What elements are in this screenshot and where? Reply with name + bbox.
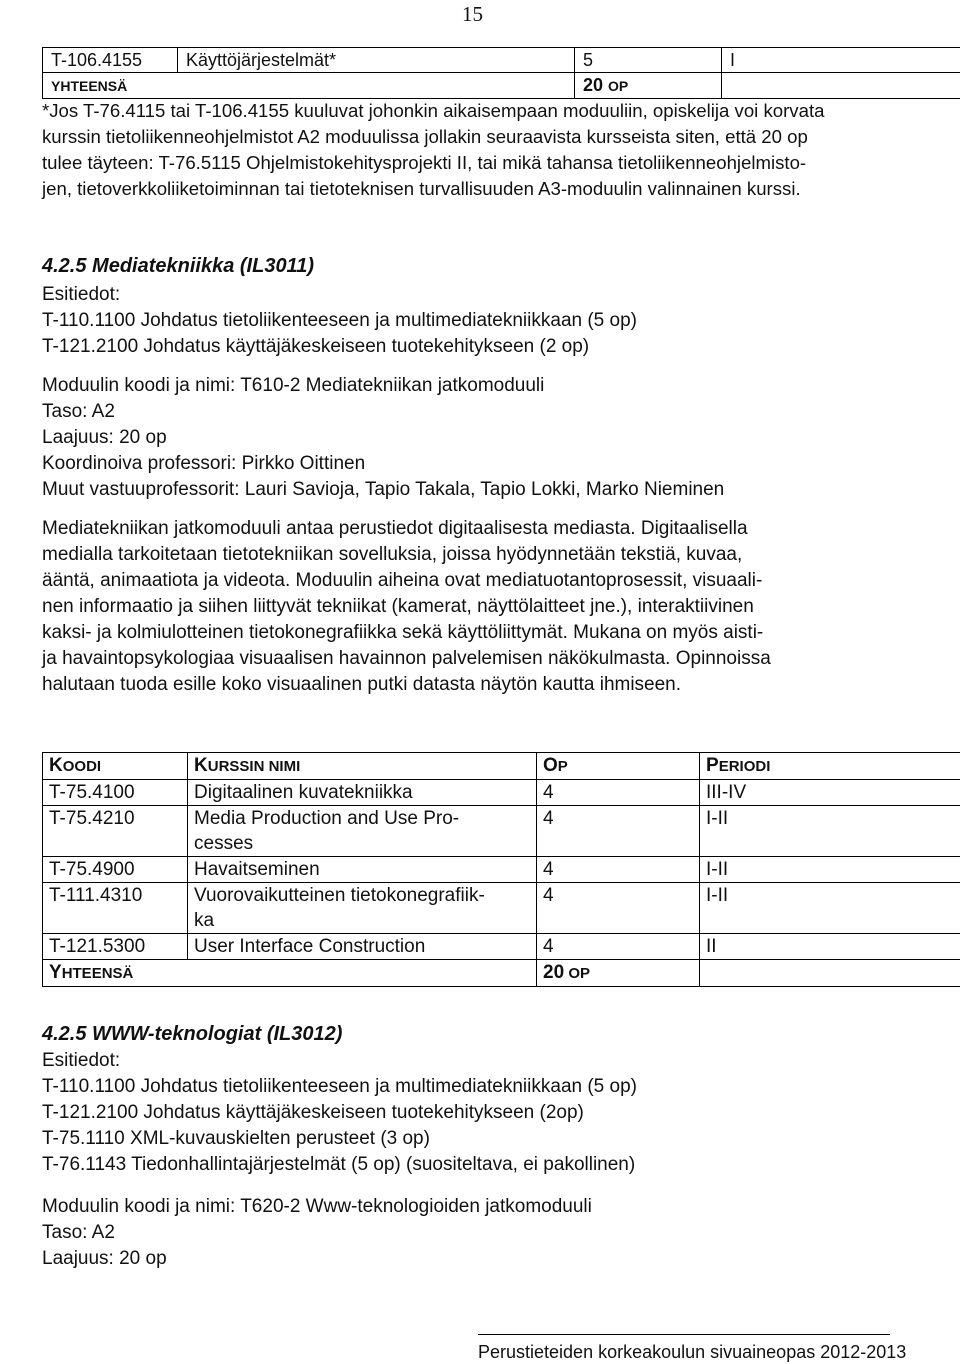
course-code: T-75.4210 [43,806,188,857]
course-op: 4 [537,934,700,960]
total-op-cell [575,73,722,99]
table-row [43,934,960,960]
description-line: nen informaatio ja siihen liittyvät tekniikat (kamerat, näyttölaitteet jne.), interaktiivinen [42,596,754,617]
course-op: 4 [537,857,700,883]
course-period: II [700,934,960,960]
course-code: T-75.4900 [43,857,188,883]
course-period: I [722,48,960,73]
table-row [43,883,960,934]
total-op: 20 OP [537,960,700,987]
course-period: I-II [700,857,960,883]
description-line: medialla tarkoitetaan tietotekniikan sovelluksia, joissa hyödynnetään tekstiä, kuvaa, [42,544,743,565]
table-row [43,780,960,806]
other-professors: Muut vastuuprofessorit: Lauri Savioja, Tapio Takala, Tapio Lokki, Marko Nieminen [42,479,725,500]
course-period: I-II [700,806,960,857]
module-level: Taso: A2 [42,1222,115,1243]
course-op: 5 [575,48,722,73]
total-label: YHTEENSÄ [43,960,537,987]
prereq-label: Esitiedot: [42,284,121,305]
prereq-item: T-76.1143 Tiedonhallintajärjestelmät (5 op) (suositeltava, ei pakollinen) [42,1154,636,1175]
module-code-name: Moduulin koodi ja nimi: T620-2 Www-teknologioiden jatkomoduuli [42,1196,592,1217]
table-header-row [43,753,960,780]
module-info [42,373,724,503]
course-name: Vuorovaikutteinen tietokonegrafiik- ka [188,883,537,934]
description-line: kaksi- ja kolmiulotteinen tietokonegrafiikka sekä käyttöliittymät. Mukana on myös aisti- [42,622,764,643]
description-line: ja havaintopsykologiaa visuaalisen havainnon palvelemisen näkökulmasta. Opinnoissa [42,648,771,669]
module-info [42,1194,592,1272]
course-name: Media Production and Use Pro- cesses [188,806,537,857]
course-op: 4 [537,780,700,806]
prereq-label: Esitiedot: [42,1050,121,1071]
module-code-name: Moduulin koodi ja nimi: T610-2 Mediatekniikan jatkomoduuli [42,375,545,396]
module-level: Taso: A2 [42,401,115,422]
note-line: tulee täyteen: T-76.5115 Ohjelmistokehitysprojekti II, tai mikä tahansa tietoliikenneohjelmisto- [42,152,807,173]
header-period: PERIODI [700,753,960,780]
total-label: YHTEENSÄ [51,78,128,94]
total-row [43,960,960,987]
note-line: kurssin tietoliikenneohjelmistot A2 moduulissa jollakin seuraavista kursseista siten, että 20 op [42,126,808,147]
table-row [43,806,960,857]
section-title: 4.2.5 WWW-teknologiat (IL3012) [42,1023,343,1045]
description-line: halutaan tuoda esille koko visuaalinen putki datasta näytön kautta ihmiseen. [42,674,682,695]
total-label-cell [43,73,575,99]
module-description [42,516,771,698]
course-code: T-75.4100 [43,780,188,806]
total-row [43,73,960,99]
header-name: KURSSIN NIMI [188,753,537,780]
prereq-item: T-75.1110 XML-kuvauskielten perusteet (3 op) [42,1128,430,1149]
total-empty-cell [722,73,960,99]
header-code: KOODI [43,753,188,780]
course-period: III-IV [700,780,960,806]
prereq-item: T-121.2100 Johdatus käyttäjäkeskeiseen tuotekehitykseen (2op) [42,1102,584,1123]
course-name: Digitaalinen kuvatekniikka [188,780,537,806]
prereq-item: T-110.1100 Johdatus tietoliikenteeseen ja multimediatekniikkaan (5 op) [42,310,637,331]
course-name: Havaitseminen [188,857,537,883]
total-op-unit: OP [608,78,629,94]
prereq-item: T-121.2100 Johdatus käyttäjäkeskeiseen tuotekehitykseen (2 op) [42,336,590,357]
footer-text: Perustieteiden korkeakoulun sivuaineopas 2012-2013 [478,1342,907,1362]
course-table [42,752,960,987]
coordinating-professor: Koordinoiva professori: Pirkko Oittinen [42,453,366,474]
section-title: 4.2.5 Mediatekniikka (IL3011) [42,255,314,277]
course-code: T-121.5300 [43,934,188,960]
substitution-note [42,98,932,202]
description-line: ääntä, animaatiota ja videota. Moduulin aiheina ovat mediatuotantoprosessit, visuaali- [42,570,763,591]
total-op-number: 20 [583,75,604,95]
description-line: Mediatekniikan jatkomoduuli antaa perustiedot digitaalisesta mediasta. Digitaalisella [42,518,748,539]
course-code: T-106.4155 [43,48,178,73]
prereq-item: T-110.1100 Johdatus tietoliikenteeseen ja multimediatekniikkaan (5 op) [42,1076,637,1097]
note-line: *Jos T-76.4115 tai T-106.4155 kuuluvat johonkin aikaisempaan moduuliin, opiskelija voi korvata [42,100,825,121]
page-number: 15 [462,2,483,26]
prerequisites [42,1048,637,1178]
course-name: User Interface Construction [188,934,537,960]
module-credits: Laajuus: 20 op [42,1248,167,1269]
course-op: 4 [537,883,700,934]
course-period: I-II [700,883,960,934]
table-row [43,857,960,883]
note-line: jen, tietoverkkoliiketoiminnan tai tietoteknisen turvallisuuden A3-moduulin valinnainen kurssi. [42,178,801,199]
course-name: Käyttöjärjestelmät* [178,48,575,73]
course-code: T-111.4310 [43,883,188,934]
table-row [43,48,960,73]
prerequisites [42,282,637,360]
footer-divider [478,1334,890,1335]
course-op: 4 [537,806,700,857]
total-empty-cell [700,960,960,987]
module-table-end [42,47,960,99]
header-op: OP [537,753,700,780]
module-credits: Laajuus: 20 op [42,427,167,448]
